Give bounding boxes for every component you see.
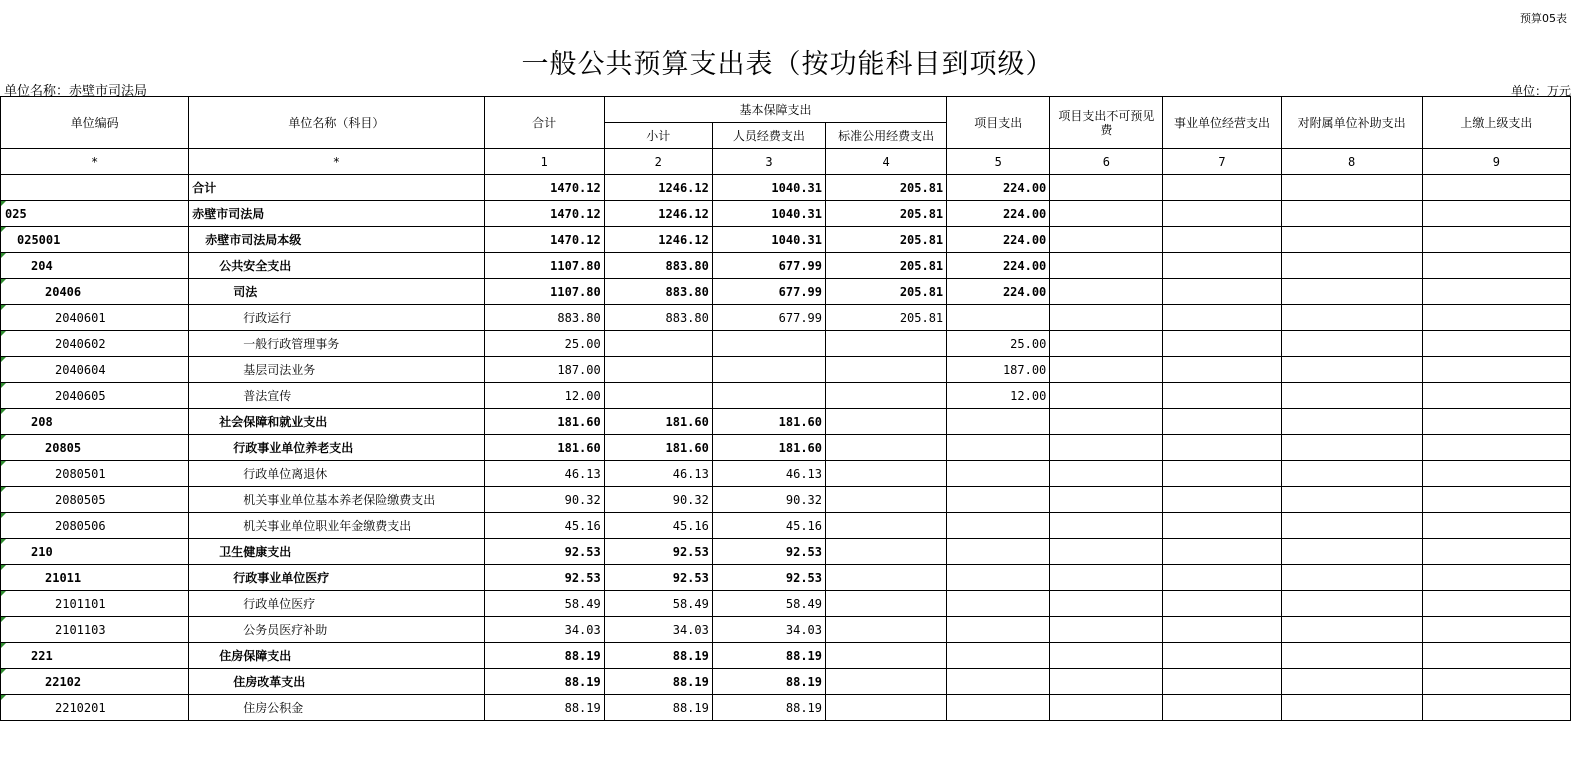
row-value [826,409,947,435]
header-personnel: 人员经费支出 [712,123,825,149]
row-value [1050,669,1163,695]
index-cell: 4 [826,149,947,175]
row-value: 1246.12 [604,201,712,227]
row-value [1050,513,1163,539]
row-value [1281,617,1422,643]
row-value [1281,201,1422,227]
row-name: 赤壁市司法局 [189,201,484,227]
row-value [826,383,947,409]
header-subtotal: 小计 [604,123,712,149]
row-value: 181.60 [484,435,604,461]
row-value: 205.81 [826,279,947,305]
table-row [1,227,1571,253]
row-value [1050,461,1163,487]
row-value [1422,279,1570,305]
row-value [1422,461,1570,487]
row-value [1163,279,1281,305]
table-row [1,435,1571,461]
row-value [1050,357,1163,383]
row-value: 45.16 [484,513,604,539]
row-name: 赤壁市司法局本级 [189,227,484,253]
row-value: 88.19 [604,695,712,721]
row-code: 025 [1,201,189,227]
row-value [947,513,1050,539]
row-name: 卫生健康支出 [189,539,484,565]
row-name: 行政单位医疗 [189,591,484,617]
row-value [1163,669,1281,695]
row-code [1,175,189,201]
row-value: 1246.12 [604,227,712,253]
row-value: 181.60 [604,435,712,461]
row-name: 行政单位离退休 [189,461,484,487]
row-code: 2040605 [1,383,189,409]
row-value [1422,435,1570,461]
row-name: 住房改革支出 [189,669,484,695]
row-name: 机关事业单位职业年金缴费支出 [189,513,484,539]
row-value: 883.80 [484,305,604,331]
row-name: 住房公积金 [189,695,484,721]
row-value [1050,383,1163,409]
index-cell: 8 [1281,149,1422,175]
row-value: 181.60 [484,409,604,435]
row-code: 210 [1,539,189,565]
row-value: 88.19 [604,643,712,669]
row-value [826,565,947,591]
row-value [1050,331,1163,357]
row-value: 92.53 [604,565,712,591]
row-value [1163,461,1281,487]
row-code: 20406 [1,279,189,305]
row-value [947,695,1050,721]
row-value [1281,513,1422,539]
header-name: 单位名称（科目） [189,97,484,149]
table-row [1,669,1571,695]
row-name: 一般行政管理事务 [189,331,484,357]
header-code: 单位编码 [1,97,189,149]
header-standard: 标准公用经费支出 [826,123,947,149]
row-value [1163,695,1281,721]
row-value: 883.80 [604,253,712,279]
row-value [712,331,825,357]
row-value: 88.19 [712,669,825,695]
index-cell: 7 [1163,149,1281,175]
row-value: 1470.12 [484,227,604,253]
row-value [1422,383,1570,409]
row-value: 1107.80 [484,279,604,305]
row-value [947,409,1050,435]
row-value: 224.00 [947,175,1050,201]
row-value: 181.60 [712,435,825,461]
index-row [1,149,1571,175]
row-value: 34.03 [604,617,712,643]
row-value [1281,175,1422,201]
row-value [1281,643,1422,669]
row-value: 205.81 [826,227,947,253]
row-value: 181.60 [712,409,825,435]
row-code: 2101101 [1,591,189,617]
row-name: 行政事业单位养老支出 [189,435,484,461]
row-name: 合计 [189,175,484,201]
row-value [947,461,1050,487]
row-value: 224.00 [947,201,1050,227]
row-value [826,539,947,565]
row-value [826,669,947,695]
row-value: 88.19 [484,695,604,721]
row-code: 025001 [1,227,189,253]
row-value: 45.16 [712,513,825,539]
row-value [947,565,1050,591]
header-basic: 基本保障支出 [604,97,946,123]
row-value: 34.03 [712,617,825,643]
row-value [1050,695,1163,721]
row-value [1050,435,1163,461]
row-value [1422,201,1570,227]
table-row [1,357,1571,383]
row-code: 2080501 [1,461,189,487]
row-name: 司法 [189,279,484,305]
table-row [1,617,1571,643]
row-value: 46.13 [604,461,712,487]
row-value [1281,331,1422,357]
row-code: 20805 [1,435,189,461]
row-value [1281,591,1422,617]
row-value [604,383,712,409]
row-value [1163,643,1281,669]
row-value: 92.53 [484,539,604,565]
row-value: 224.00 [947,253,1050,279]
row-value [1281,383,1422,409]
row-value: 205.81 [826,253,947,279]
row-name: 行政运行 [189,305,484,331]
row-value [1281,565,1422,591]
header-project: 项目支出 [947,97,1050,149]
row-value: 677.99 [712,279,825,305]
table-row [1,331,1571,357]
row-value [826,643,947,669]
index-cell: 9 [1422,149,1570,175]
row-value [1163,591,1281,617]
row-code: 2080505 [1,487,189,513]
table-row [1,591,1571,617]
row-value: 1040.31 [712,201,825,227]
row-name: 行政事业单位医疗 [189,565,484,591]
row-value [1422,695,1570,721]
row-value [826,357,947,383]
row-value: 92.53 [712,539,825,565]
row-value [1281,253,1422,279]
row-value [1050,409,1163,435]
row-value: 90.32 [604,487,712,513]
row-code: 2040604 [1,357,189,383]
row-value [1281,669,1422,695]
row-value [1050,643,1163,669]
table-body [1,175,1571,721]
row-value [1163,227,1281,253]
row-value [1163,617,1281,643]
row-value [1163,201,1281,227]
row-value: 92.53 [712,565,825,591]
row-name: 住房保障支出 [189,643,484,669]
row-value [1050,565,1163,591]
table-row [1,383,1571,409]
row-value [947,487,1050,513]
row-value [604,357,712,383]
row-value [1050,253,1163,279]
row-code: 22102 [1,669,189,695]
row-value [947,435,1050,461]
row-value [1422,643,1570,669]
row-value [1281,461,1422,487]
row-value [1281,227,1422,253]
row-name: 社会保障和就业支出 [189,409,484,435]
row-value [1163,565,1281,591]
row-value: 92.53 [484,565,604,591]
row-value [1050,175,1163,201]
row-value: 92.53 [604,539,712,565]
row-value [1163,331,1281,357]
row-value [826,513,947,539]
index-cell: 1 [484,149,604,175]
row-value: 1246.12 [604,175,712,201]
row-value [1422,409,1570,435]
row-value [1281,305,1422,331]
header-total: 合计 [484,97,604,149]
row-value [604,331,712,357]
row-value: 12.00 [484,383,604,409]
row-value: 58.49 [604,591,712,617]
table-row [1,695,1571,721]
row-value [1422,565,1570,591]
table-row [1,565,1571,591]
row-value [712,357,825,383]
row-value [1422,539,1570,565]
row-value: 25.00 [947,331,1050,357]
row-value: 58.49 [712,591,825,617]
row-value [1163,513,1281,539]
row-value: 205.81 [826,201,947,227]
row-value [1050,201,1163,227]
row-value [1422,617,1570,643]
table-row [1,305,1571,331]
row-value [1281,435,1422,461]
header-unforeseen: 项目支出不可预见费 [1050,97,1163,149]
row-name: 普法宣传 [189,383,484,409]
row-value [826,617,947,643]
row-value [1422,487,1570,513]
row-value [1163,383,1281,409]
row-value: 58.49 [484,591,604,617]
row-code: 221 [1,643,189,669]
header-business: 事业单位经营支出 [1163,97,1281,149]
row-value: 25.00 [484,331,604,357]
index-cell: 5 [947,149,1050,175]
budget-table [0,96,1571,721]
row-value [947,305,1050,331]
row-name: 基层司法业务 [189,357,484,383]
index-cell: 3 [712,149,825,175]
row-value: 34.03 [484,617,604,643]
row-value [1163,539,1281,565]
row-value [1050,591,1163,617]
row-code: 21011 [1,565,189,591]
row-value [947,617,1050,643]
row-value [1163,305,1281,331]
row-value [1163,487,1281,513]
row-value [947,643,1050,669]
row-value [1281,695,1422,721]
row-value: 205.81 [826,175,947,201]
row-value: 88.19 [484,643,604,669]
index-cell: * [189,149,484,175]
row-value [1163,409,1281,435]
row-value: 1040.31 [712,227,825,253]
row-value [1163,435,1281,461]
row-value [1281,357,1422,383]
row-value [1050,539,1163,565]
row-value [1163,175,1281,201]
table-row [1,643,1571,669]
row-value: 224.00 [947,227,1050,253]
row-code: 2210201 [1,695,189,721]
unit-name: 单位名称：赤壁市司法局 [4,84,148,99]
row-value: 45.16 [604,513,712,539]
row-value [1422,175,1570,201]
form-number: 预算05表 [1520,12,1567,25]
page-title: 一般公共预算支出表（按功能科目到项级） [521,49,1054,80]
index-cell: 2 [604,149,712,175]
header-superior: 上缴上级支出 [1422,97,1570,149]
row-value [826,591,947,617]
row-value [1281,409,1422,435]
row-value: 46.13 [712,461,825,487]
row-value [826,461,947,487]
row-value: 224.00 [947,279,1050,305]
row-value: 90.32 [484,487,604,513]
row-value: 90.32 [712,487,825,513]
row-value [1050,487,1163,513]
row-value: 88.19 [604,669,712,695]
row-code: 2080506 [1,513,189,539]
header-row-1 [1,97,1571,123]
row-name: 公务员医疗补助 [189,617,484,643]
row-value [712,383,825,409]
row-value [1422,357,1570,383]
row-value [1050,227,1163,253]
header-subsidy: 对附属单位补助支出 [1281,97,1422,149]
row-value: 88.19 [712,695,825,721]
row-value [1422,669,1570,695]
row-value [947,591,1050,617]
row-code: 2101103 [1,617,189,643]
table-row [1,201,1571,227]
row-value [1163,253,1281,279]
row-value [1050,617,1163,643]
table-row [1,539,1571,565]
table-row [1,409,1571,435]
row-value: 12.00 [947,383,1050,409]
row-value [1422,253,1570,279]
row-value [826,695,947,721]
row-value [826,435,947,461]
row-value: 205.81 [826,305,947,331]
row-value: 46.13 [484,461,604,487]
row-code: 208 [1,409,189,435]
row-value [826,487,947,513]
row-name: 机关事业单位基本养老保险缴费支出 [189,487,484,513]
row-code: 2040601 [1,305,189,331]
row-value: 187.00 [484,357,604,383]
row-value [826,331,947,357]
row-value [1422,513,1570,539]
row-value: 88.19 [484,669,604,695]
row-value [1422,305,1570,331]
row-value [1050,305,1163,331]
row-value: 187.00 [947,357,1050,383]
table-row [1,253,1571,279]
row-value: 1040.31 [712,175,825,201]
table-row [1,461,1571,487]
index-cell: 6 [1050,149,1163,175]
row-value [1163,357,1281,383]
row-value [947,669,1050,695]
row-value: 1470.12 [484,175,604,201]
row-name: 公共安全支出 [189,253,484,279]
row-value: 677.99 [712,253,825,279]
row-value [1281,487,1422,513]
table-row [1,513,1571,539]
row-value [1281,279,1422,305]
row-code: 2040602 [1,331,189,357]
table-row [1,487,1571,513]
row-value [1422,591,1570,617]
row-value [1281,539,1422,565]
row-value [1422,227,1570,253]
index-cell: * [1,149,189,175]
row-value: 181.60 [604,409,712,435]
row-value: 88.19 [712,643,825,669]
currency-unit: 单位：万元 [1510,84,1571,98]
row-value: 1107.80 [484,253,604,279]
row-value: 677.99 [712,305,825,331]
row-value [1422,331,1570,357]
table-row [1,279,1571,305]
row-value: 883.80 [604,305,712,331]
table-row [1,175,1571,201]
row-value [1050,279,1163,305]
row-value: 1470.12 [484,201,604,227]
row-value [947,539,1050,565]
row-value: 883.80 [604,279,712,305]
row-code: 204 [1,253,189,279]
